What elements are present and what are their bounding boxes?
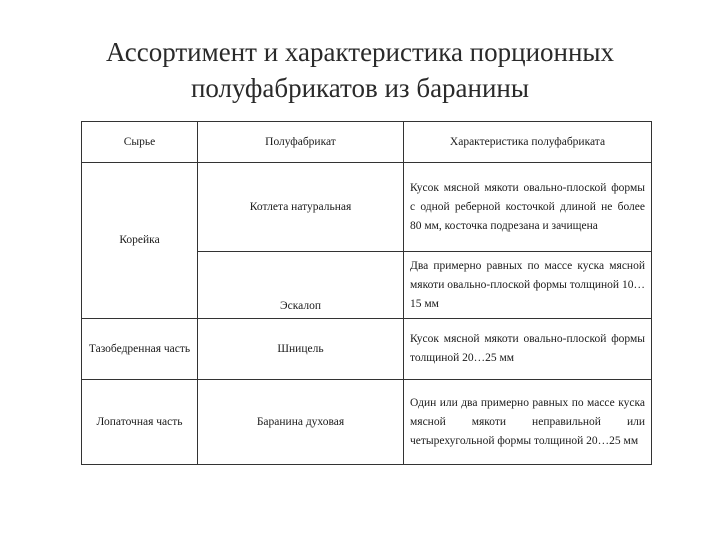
raw-cell-hip: Тазобедренная часть: [82, 319, 198, 380]
slide-title: [0, 34, 720, 106]
semi-cell-braised-lamb: Баранина духовая: [198, 380, 404, 465]
desc-cell-cutlet: Кусок мясной мякоти овально-плоской формы с одной реберной косточкой длиной не более 80 мм, косточка подрезана и зачищена: [404, 163, 652, 252]
table-row: [82, 319, 652, 380]
desc-cell-schnitzel: Кусок мясной мякоти овально-плоской формы толщиной 20…25 мм: [404, 319, 652, 380]
desc-cell-braised-lamb: Один или два примерно равных по массе куска мясной мякоти неправильной или четырехугольной формы толщиной 20…25 мм: [404, 380, 652, 465]
raw-cell-korejka: Корейка: [82, 163, 198, 319]
desc-cell-escalope: Два примерно равных по массе куска мясной мякоти овально-плоской формы толщиной 10…15 мм: [404, 252, 652, 319]
table-header-row: [82, 122, 652, 163]
header-semi-product: Полуфабрикат: [198, 122, 404, 163]
table-row: [82, 380, 652, 465]
header-raw-material: Сырье: [82, 122, 198, 163]
slide-title-line-2: полуфабрикатов из баранины: [190, 73, 530, 103]
assortment-table: [81, 121, 652, 465]
semi-cell-escalope: Эскалоп: [198, 252, 404, 319]
header-characteristic: Характеристика полуфабриката: [404, 122, 652, 163]
semi-cell-cutlet: Котлета натуральная: [198, 163, 404, 252]
slide-title-line-1: Ассортимент и характеристика порционных: [105, 37, 615, 67]
semi-cell-schnitzel: Шницель: [198, 319, 404, 380]
table-row: [82, 163, 652, 252]
raw-cell-shoulder: Лопаточная часть: [82, 380, 198, 465]
